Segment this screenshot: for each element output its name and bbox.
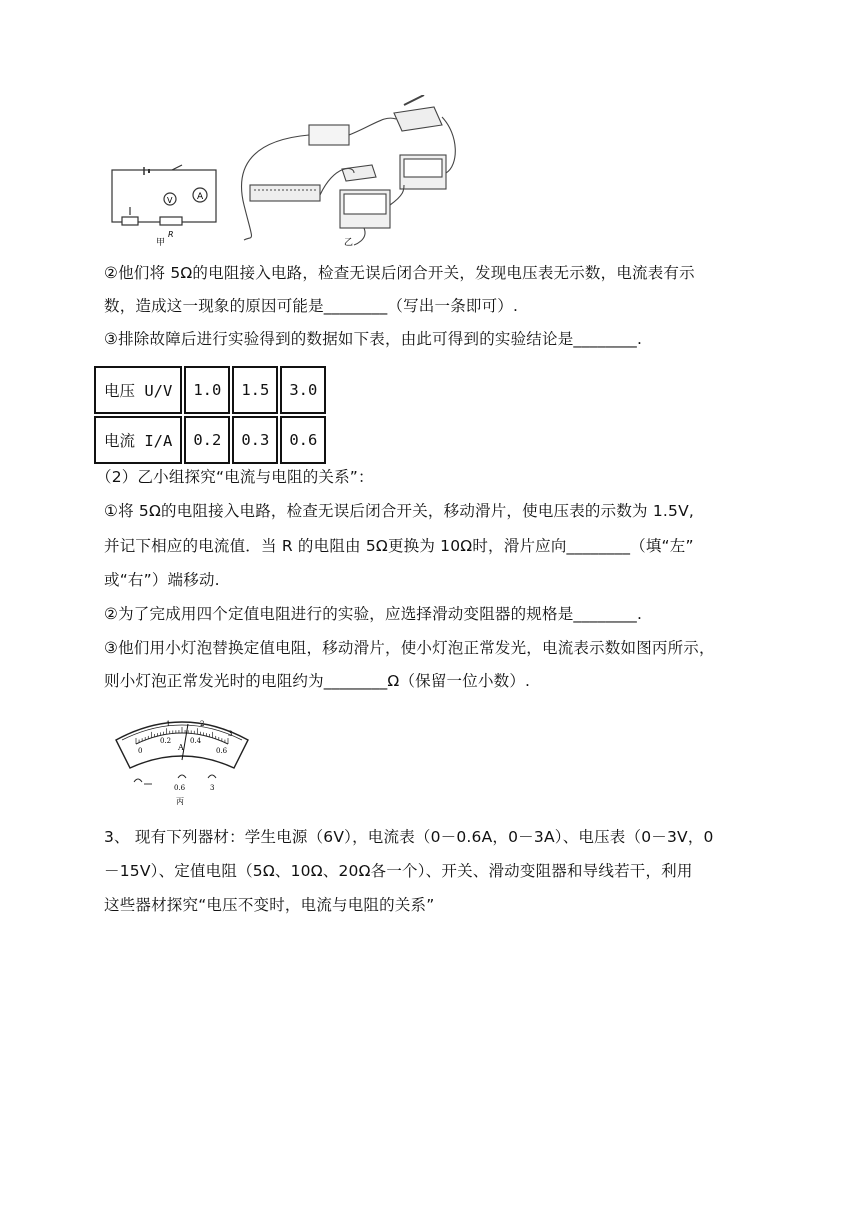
- meter-outer-tick-1: 1: [166, 720, 171, 728]
- meter-outer-tick-3: 3: [228, 730, 233, 738]
- meter-inner-tick-3: 0.6: [216, 747, 228, 755]
- meter-inner-tick-1: 0.2: [160, 737, 172, 745]
- table-cell: 0.2: [184, 416, 230, 464]
- meter-inner-tick-0: 0: [138, 747, 143, 755]
- part2-title: （2）乙小组探究“电流与电阻的关系”：: [96, 468, 374, 486]
- part2-line-5: ③他们用小灯泡替换定值电阻，移动滑片，使小灯泡正常发光，电流表示数如图丙所示，: [104, 639, 715, 657]
- q3-line-2: －15V）、定值电阻（5Ω、10Ω、20Ω各一个）、开关、滑动变阻器和导线若干，利用: [104, 862, 693, 880]
- terminal-label-06: 0.6: [174, 784, 186, 792]
- terminal-06: [178, 775, 186, 778]
- q2-line-1: ②他们将 5Ω的电阻接入电路，检查无误后闭合开关，发现电压表无示数，电流表有示: [104, 264, 695, 282]
- caption-jia: 甲: [156, 238, 166, 248]
- part2-line-4: ②为了完成用四个定值电阻进行的实验，应选择滑动变阻器的规格是________.: [104, 605, 643, 623]
- table-cell: 1.5: [232, 366, 278, 414]
- q3-line-3: 这些器材探究“电压不变时，电流与电阻的关系”: [104, 896, 435, 914]
- part2-line-2: 并记下相应的电流值．当 R 的电阻由 5Ω更换为 10Ω时，滑片应向________（填“左”: [104, 537, 694, 555]
- ammeter-letter: A: [197, 192, 204, 202]
- meter-inner-tick-2: 0.4: [190, 737, 202, 745]
- table-cell: 3.0: [280, 366, 326, 414]
- apparatus-sketch: [242, 95, 456, 245]
- table-header-current: 电流 I/A: [94, 416, 182, 464]
- q2-line-2: 数，造成这一现象的原因可能是________（写出一条即可）.: [104, 297, 519, 315]
- ammeter-figure: [112, 710, 252, 810]
- voltmeter-letter: V: [167, 196, 173, 205]
- table-cell: 1.0: [184, 366, 230, 414]
- part2-line-3: 或“右”）端移动.: [104, 571, 220, 589]
- q2-line-3: ③排除故障后进行实验得到的数据如下表，由此可得到的实验结论是________.: [104, 330, 643, 348]
- meter-outer-tick-2: 2: [200, 720, 205, 728]
- caption-yi: 乙: [344, 238, 354, 248]
- part2-line-1: ①将 5Ω的电阻接入电路，检查无误后闭合开关，移动滑片，使电压表的示数为 1.5V,: [104, 502, 695, 520]
- table-cell: 0.3: [232, 416, 278, 464]
- meter-unit: A: [178, 743, 184, 752]
- table-header-voltage: 电压 U/V: [94, 366, 182, 414]
- table-cell: 0.6: [280, 416, 326, 464]
- circuit-figure: [104, 95, 484, 250]
- terminal-3: [208, 775, 216, 778]
- terminal-minus: [134, 779, 142, 782]
- q3-line-1: 3、 现有下列器材：学生电源（6V），电流表（0－0.6A，0－3A）、电压表（0－3V，0: [104, 828, 714, 846]
- terminal-label-3: 3: [210, 784, 215, 792]
- part2-line-6: 则小灯泡正常发光时的电阻约为________Ω（保留一位小数）.: [104, 672, 531, 690]
- table-row: [94, 416, 326, 464]
- resistor-label: R: [168, 230, 174, 239]
- meter-caption: 丙: [176, 797, 184, 806]
- table-row: [94, 366, 326, 414]
- data-table: [92, 364, 328, 466]
